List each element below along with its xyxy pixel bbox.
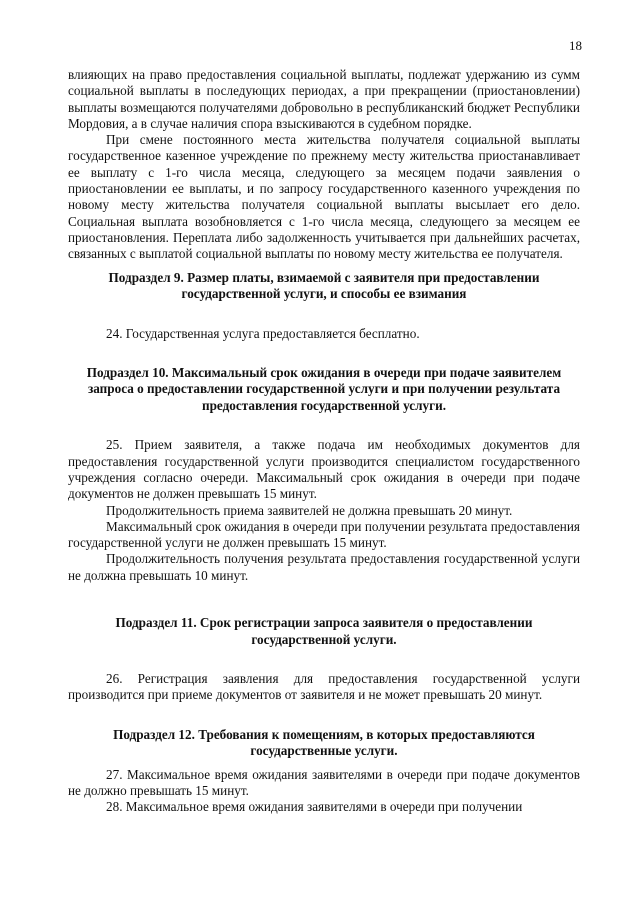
paragraph-27: 27. Максимальное время ожидания заявителями в очереди при подаче документов не должно превышать 15 минут.: [68, 766, 580, 798]
paragraph-25-duration: Продолжительность приема заявителей не должна превышать 20 минут.: [106, 502, 513, 518]
paragraph-28: 28. Максимальное время ожидания заявителями в очереди при получении: [106, 799, 523, 815]
paragraph-26: 26. Регистрация заявления для предоставления государственной услуги производится при приеме документов от заявителя и не может превышать 20 минут.: [68, 671, 580, 703]
paragraph-residence-change: При смене постоянного места жительства получателя социальной выплаты государственное казенное учреждение по прежнему месту жительства приостанавливает ее выплату с 1-го числа месяца, следующего за месяцем подачи заявления о приостановлении ее выплаты, и по запросу государственного казенного учреждения по новому месту жительства получателя социальной выплаты высылает его дело. Социальная выплата возобновляется с 1-го числа месяца, следующего за месяцем ее приостановления. Переплата либо задолженность учитывается при дальнейших расчетах, связанных с выплатой социальной выплаты по новому месту жительства ее получателя.: [68, 132, 580, 262]
paragraph-24: 24. Государственная услуга предоставляется бесплатно.: [106, 325, 420, 341]
subsection-9-heading: Подраздел 9. Размер платы, взимаемой с заявителя при предоставлении государственной услуги, и способы ее взимания: [108, 269, 540, 302]
paragraph-25-result-duration: Продолжительность получения результата предоставления государственной услуги не должна превышать 10 минут.: [68, 551, 580, 583]
subsection-11-heading: Подраздел 11. Срок регистрации запроса заявителя о предоставлении государственной услуги.: [115, 615, 533, 647]
subsection-10-heading: Подраздел 10. Максимальный срок ожидания в очереди при подаче заявителем запроса о предоставлении государственной услуги и при получении результата предоставления государственной услуги.: [86, 364, 562, 413]
page-number: 18: [569, 38, 582, 53]
paragraph-continued: влияющих на право предоставления социальной выплаты, подлежат удержанию из сумм социальной выплаты в последующих периодах, а при прекращении (приостановлении) выплаты возмещаются получателями добровольно в республиканский бюджет Республики Мордовия, а в случае наличия спора взыскиваются в судебном порядке.: [68, 67, 580, 131]
subsection-12-heading: Подраздел 12. Требования к помещениям, в которых предоставляются государственные услуги.: [113, 726, 535, 759]
document-body: [68, 67, 580, 816]
paragraph-25: 25. Прием заявителя, а также подача им необходимых документов для предоставления государственной услуги производится специалистом государственного учреждения согласно очереди. Максимальный срок ожидания в очереди при подаче документов не должен превышать 15 минут.: [68, 437, 580, 502]
paragraph-25-wait-result: Максимальный срок ожидания в очереди при получении результата предоставления государственной услуги не должен превышать 15 минут.: [68, 518, 580, 551]
